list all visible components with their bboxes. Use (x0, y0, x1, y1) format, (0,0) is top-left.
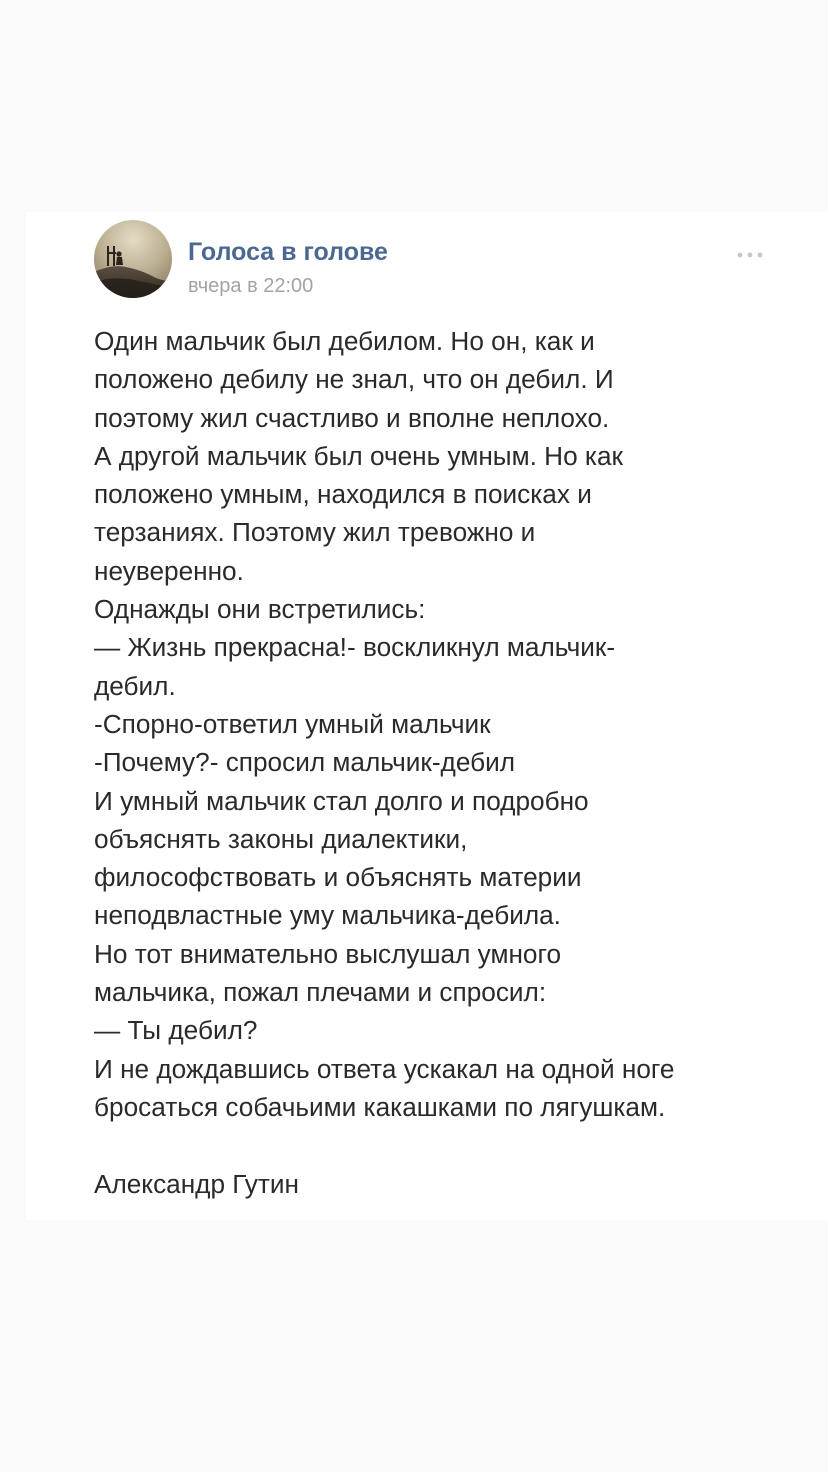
post-text-line: -Почему?- спросил мальчик-дебил (94, 747, 516, 778)
post-text-line: Однажды они встретились: (94, 594, 426, 625)
author-name[interactable]: Голоса в голове (188, 238, 388, 266)
post-text-line: положено умным, находился в поисках и (94, 479, 592, 510)
post-header (94, 220, 828, 300)
post-text-line: — Жизнь прекрасна!- воскликнул мальчик- (94, 632, 616, 663)
post-text-line: бросаться собачьими какашками по лягушкам. (94, 1091, 666, 1122)
post-text-line: поэтому жил счастливо и вполне неплохо. (94, 402, 610, 433)
post-text-line: А другой мальчик был очень умным. Но как (94, 440, 623, 471)
post-text-line: -Спорно-ответил умный мальчик (94, 708, 491, 739)
post-text-line: неуверенно. (94, 555, 244, 586)
post-text (94, 322, 794, 1203)
post-text-line: философствовать и объяснять материи (94, 862, 582, 893)
post-text-line: дебил. (94, 670, 176, 701)
post-signature: Александр Гутин (94, 1168, 299, 1199)
avatar-image-icon (94, 220, 172, 298)
post-text-line: И умный мальчик стал долго и подробно (94, 785, 589, 816)
post-text-line: положено дебилу не знал, что он дебил. И (94, 364, 614, 395)
avatar[interactable] (94, 220, 172, 298)
post-text-line: И не дождавшись ответа ускакал на одной ноге (94, 1053, 675, 1084)
post-text-line: — Ты дебил? (94, 1015, 258, 1046)
post-text-line: Один мальчик был дебилом. Но он, как и (94, 326, 595, 356)
post-text-line: неподвластные уму мальчика-дебила. (94, 900, 561, 931)
post-timestamp: вчера в 22:00 (188, 275, 314, 297)
post-card (26, 212, 828, 1220)
post-text-line: терзаниях. Поэтому жил тревожно и (94, 517, 536, 548)
more-button[interactable] (730, 245, 770, 265)
post-text-line: Но тот внимательно выслушал умного (94, 938, 562, 969)
post-text-line: мальчика, пожал плечами и спросил: (94, 977, 547, 1008)
ellipsis-icon (730, 245, 770, 265)
post-text-blank-line (94, 1126, 794, 1164)
post-text-line: объяснять законы диалектики, (94, 823, 468, 854)
